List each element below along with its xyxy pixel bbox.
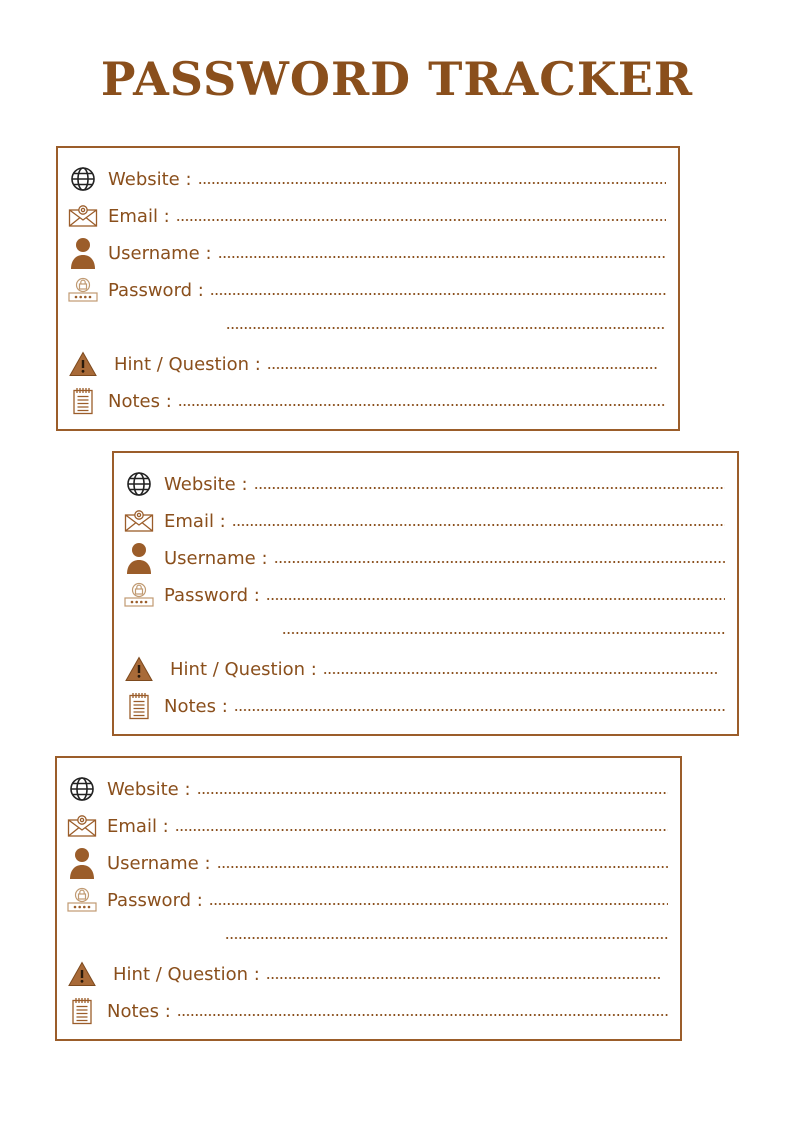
lock-icon — [67, 885, 97, 915]
notes-row[interactable] — [124, 691, 725, 721]
user-icon — [68, 238, 98, 268]
email-label: Email : — [107, 815, 169, 837]
email-row[interactable] — [68, 201, 666, 231]
email-label: Email : — [164, 510, 226, 532]
username-input-line[interactable] — [274, 561, 725, 563]
password-entry-card-1 — [56, 146, 680, 431]
password-input-line[interactable] — [266, 598, 725, 600]
password-input-line[interactable] — [209, 903, 668, 905]
notes-label: Notes : — [108, 390, 172, 412]
password-row[interactable] — [67, 885, 668, 915]
hint-input-line[interactable] — [267, 367, 658, 369]
username-label: Username : — [164, 547, 268, 569]
website-label: Website : — [107, 778, 191, 800]
notes-row[interactable] — [67, 996, 668, 1026]
website-row[interactable] — [124, 469, 725, 499]
username-label: Username : — [108, 242, 212, 264]
password-label: Password : — [164, 584, 260, 606]
hint-label: Hint / Question : — [113, 963, 260, 985]
password-entry-card-2 — [112, 451, 739, 736]
notepad-icon — [67, 996, 97, 1026]
envelope-icon — [67, 811, 97, 841]
globe-icon — [124, 469, 154, 499]
website-row[interactable] — [68, 164, 666, 194]
hint-row[interactable] — [68, 349, 658, 379]
lock-icon — [124, 580, 154, 610]
envelope-icon — [124, 506, 154, 536]
username-row[interactable] — [67, 848, 668, 878]
user-icon — [67, 848, 97, 878]
hint-input-line[interactable] — [266, 977, 660, 979]
website-row[interactable] — [67, 774, 668, 804]
hint-input-line[interactable] — [323, 672, 717, 674]
globe-icon — [67, 774, 97, 804]
email-row[interactable] — [124, 506, 725, 536]
notes-input-line[interactable] — [178, 404, 666, 406]
hint-label: Hint / Question : — [170, 658, 317, 680]
email-row[interactable] — [67, 811, 668, 841]
email-label: Email : — [108, 205, 170, 227]
website-input-line[interactable] — [254, 487, 725, 489]
envelope-icon — [68, 201, 98, 231]
globe-icon — [68, 164, 98, 194]
hint-row[interactable] — [67, 959, 660, 989]
user-icon — [124, 543, 154, 573]
website-input-line[interactable] — [198, 182, 666, 184]
password-row[interactable] — [68, 275, 666, 305]
password-continuation-line[interactable] — [226, 327, 666, 329]
password-label: Password : — [107, 889, 203, 911]
notes-label: Notes : — [164, 695, 228, 717]
username-label: Username : — [107, 852, 211, 874]
password-continuation-line[interactable] — [282, 632, 725, 634]
username-row[interactable] — [68, 238, 666, 268]
page-title: PASSWORD TRACKER — [100, 52, 694, 106]
website-label: Website : — [164, 473, 248, 495]
notes-input-line[interactable] — [234, 709, 725, 711]
notes-label: Notes : — [107, 1000, 171, 1022]
username-input-line[interactable] — [218, 256, 666, 258]
email-input-line[interactable] — [232, 524, 725, 526]
password-entry-card-3 — [55, 756, 682, 1041]
username-row[interactable] — [124, 543, 725, 573]
lock-icon — [68, 275, 98, 305]
website-label: Website : — [108, 168, 192, 190]
website-input-line[interactable] — [197, 792, 668, 794]
notepad-icon — [68, 386, 98, 416]
password-continuation-line[interactable] — [225, 937, 668, 939]
password-input-line[interactable] — [210, 293, 666, 295]
password-row[interactable] — [124, 580, 725, 610]
hint-label: Hint / Question : — [114, 353, 261, 375]
notes-row[interactable] — [68, 386, 666, 416]
warning-icon — [124, 654, 154, 684]
email-input-line[interactable] — [175, 829, 668, 831]
hint-row[interactable] — [124, 654, 717, 684]
username-input-line[interactable] — [217, 866, 668, 868]
notes-input-line[interactable] — [177, 1014, 668, 1016]
password-label: Password : — [108, 279, 204, 301]
warning-icon — [68, 349, 98, 379]
email-input-line[interactable] — [176, 219, 666, 221]
notepad-icon — [124, 691, 154, 721]
warning-icon — [67, 959, 97, 989]
